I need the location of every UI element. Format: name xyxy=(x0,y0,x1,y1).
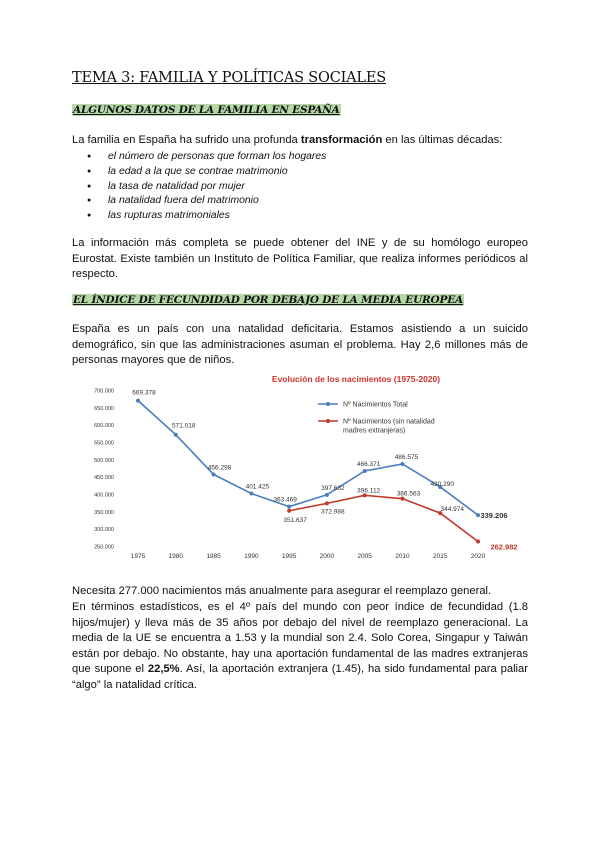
data-label: 486.575 xyxy=(394,453,419,461)
data-point xyxy=(287,509,291,513)
y-tick-label: 300.000 xyxy=(94,527,114,534)
data-point xyxy=(136,399,140,403)
x-tick-label: 1980 xyxy=(168,553,184,560)
data-label: 363.469 xyxy=(273,496,297,504)
legend-label: madres extranjeras) xyxy=(343,427,406,435)
y-tick-label: 600.000 xyxy=(94,423,114,430)
stats-text-after: . Así, la aportación extranjera (1.45), ha sido fundamental para paliar “algo” la natalidad crítica. xyxy=(72,663,528,691)
x-tick-label: 1985 xyxy=(206,553,221,560)
data-label: 344.974 xyxy=(440,506,464,514)
x-tick-label: 2020 xyxy=(470,553,486,560)
data-label: 456.298 xyxy=(207,464,232,472)
y-tick-label: 550.000 xyxy=(94,440,114,447)
page-title: TEMA 3: FAMILIA Y POLÍTICAS SOCIALES xyxy=(72,70,386,86)
fertility-stats-paragraph xyxy=(72,600,528,693)
data-point xyxy=(400,462,404,466)
data-label: 372.988 xyxy=(321,508,345,516)
intro-text-before: La familia en España ha sufrido una profunda xyxy=(72,134,301,146)
legend-marker xyxy=(326,419,330,423)
list-item: ● las rupturas matrimoniales xyxy=(72,209,326,224)
section-heading-family-data: ALGUNOS DATOS DE LA FAMILIA EN ESPAÑA xyxy=(73,104,340,116)
data-point xyxy=(212,472,216,476)
x-tick-label: 1975 xyxy=(130,553,146,560)
chart-title: Evolución de los nacimientos (1975-2020) xyxy=(271,374,441,384)
data-label: 420.290 xyxy=(430,480,454,488)
legend-label: Nº Nacimientos Total xyxy=(343,401,408,409)
replacement-line: Necesita 277.000 nacimientos más anualmente para asegurar el reemplazo general. xyxy=(72,585,492,597)
data-point xyxy=(249,492,253,496)
data-label: 262.982 xyxy=(490,542,518,552)
birth-deficit-paragraph: España es un país con una natalidad deficitaria. Estamos asistiendo a un suicido demográfico, sin que las administraciones asuman el problema. Hay 2,6 millones más de personas mayores que de niños. xyxy=(72,323,528,366)
y-tick-label: 400.000 xyxy=(94,492,114,499)
y-tick-label: 350.000 xyxy=(94,509,114,516)
data-point xyxy=(363,469,367,473)
data-point xyxy=(287,505,291,509)
list-item: ● el número de personas que forman los hogares xyxy=(72,150,326,165)
y-tick-label: 650.000 xyxy=(94,405,114,412)
data-point xyxy=(476,539,480,543)
list-item: ● la natalidad fuera del matrimonio xyxy=(72,194,326,209)
data-label: 401.425 xyxy=(245,483,270,491)
data-label: 396.112 xyxy=(357,487,381,495)
list-item: ● la tasa de natalidad por mujer xyxy=(72,180,326,195)
intro-text-after: en las últimas décadas: xyxy=(382,134,503,146)
data-point xyxy=(476,513,480,517)
y-tick-label: 500.000 xyxy=(94,457,114,464)
x-tick-label: 2005 xyxy=(357,553,372,560)
foreign-mothers-percent: 22,5% xyxy=(147,663,180,675)
data-label: 351.637 xyxy=(283,516,307,524)
family-change-list xyxy=(72,150,326,224)
legend-label: Nº Nacimientos (sin natalidad xyxy=(343,418,435,426)
births-line-chart xyxy=(86,374,518,564)
y-tick-label: 700.000 xyxy=(94,388,114,395)
data-point xyxy=(325,501,329,505)
legend-marker xyxy=(326,402,330,406)
data-label: 339.206 xyxy=(480,511,508,521)
data-point xyxy=(174,433,178,437)
y-tick-label: 250.000 xyxy=(94,544,114,551)
stats-text-before: En términos estadísticos, es el 4º país del mundo con peor índice de fecundidad (1.8 hijos/mujer) y lleva más de 35 años por debajo del nivel de reemplazo generacional. La media de la UE se encuentra a 1.53 y la mundial son 2.4. Solo Corea, Singapur y Taiwán están por debajo. No obstante, hay una aportación fundamental de las madres extranjeras que supone el xyxy=(72,601,528,675)
data-label: 466.371 xyxy=(356,460,381,468)
data-label: 397.632 xyxy=(321,484,345,492)
data-point xyxy=(325,493,329,497)
x-tick-label: 1995 xyxy=(281,553,297,560)
x-tick-label: 2000 xyxy=(319,553,335,560)
data-label: 669.378 xyxy=(132,389,156,397)
section-heading-fertility: EL ÍNDICE DE FECUNDIDAD POR DEBAJO DE LA MEDIA EUROPEA xyxy=(73,294,463,306)
intro-bold-word: transformación xyxy=(300,134,383,146)
y-tick-label: 450.000 xyxy=(94,475,114,482)
x-tick-label: 1990 xyxy=(244,553,259,560)
list-item: ● la edad a la que se contrae matrimonio xyxy=(72,165,326,180)
intro-paragraph xyxy=(72,133,528,149)
data-label: 571.018 xyxy=(172,422,196,430)
info-sources-paragraph: La información más completa se puede obtener del INE y de su homólogo europeo Eurostat. Existe también un Instituto de Política Familiar, que realiza informes periódicos al respecto. xyxy=(72,237,528,280)
data-label: 386.563 xyxy=(396,490,421,498)
series-line-2 xyxy=(289,495,478,541)
x-tick-label: 2010 xyxy=(395,553,410,560)
x-tick-label: 2015 xyxy=(432,553,448,560)
